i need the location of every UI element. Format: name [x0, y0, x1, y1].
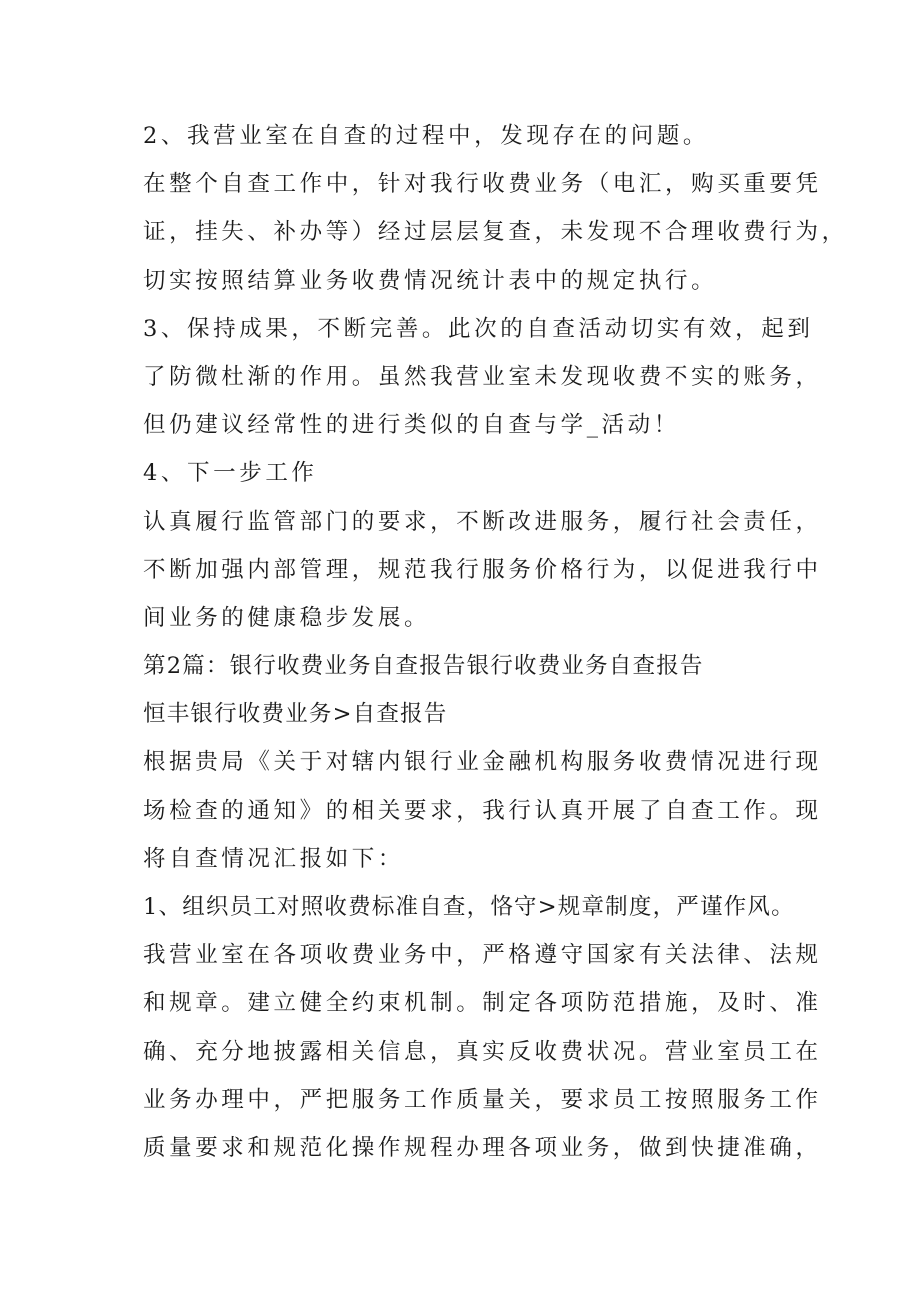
text-line: 认真履行监管部门的要求，不断改进服务，履行社会责任， — [143, 508, 822, 535]
text-line: 业务办理中，严把服务工作质量关，要求员工按照服务工作 — [143, 1086, 822, 1113]
text-line: 和规章。建立健全约束机制。制定各项防范措施，及时、准 — [143, 990, 822, 1017]
document-body — [143, 112, 848, 1172]
text-line: 间业务的健康稳步发展。 — [143, 604, 431, 631]
text-line: 切实按照结算业务收费情况统计表中的规定执行。 — [143, 267, 718, 294]
text-line: 证，挂失、补办等）经过层层复查，未发现不合理收费行为， — [143, 219, 848, 246]
article-subtitle: 恒丰银行收费业务>自查报告 — [143, 701, 448, 728]
text-line: 但仍建议经常性的进行类似的自查与学_活动！ — [143, 412, 680, 439]
text-line: 确、充分地披露相关信息，真实反收费状况。营业室员工在 — [143, 1038, 822, 1065]
text-line: 了防微杜渐的作用。虽然我营业室未发现收费不实的账务， — [143, 363, 822, 390]
section-heading: 4、下一步工作 — [143, 460, 318, 487]
text-line: 场检查的通知》的相关要求，我行认真开展了自查工作。现 — [143, 797, 822, 824]
text-line: 2、我营业室在自查的过程中，发现存在的问题。 — [143, 123, 710, 149]
article-title: 第2篇：银行收费业务自查报告银行收费业务自查报告 — [143, 653, 704, 680]
text-line: 将自查情况汇报如下： — [143, 845, 405, 872]
text-line: 我营业室在各项收费业务中，严格遵守国家有关法律、法规 — [143, 942, 822, 969]
text-line: 1、组织员工对照收费标准自查，恪守>规章制度，严谨作风。 — [143, 894, 795, 920]
text-line: 根据贵局《关于对辖内银行业金融机构服务收费情况进行现 — [143, 749, 822, 776]
text-line: 质量要求和规范化操作规程办理各项业务，做到快捷准确， — [143, 1134, 822, 1161]
text-line: 3、保持成果，不断完善。此次的自查活动切实有效，起到 — [143, 315, 814, 342]
text-line: 在整个自查工作中，针对我行收费业务（电汇，购买重要凭 — [143, 171, 822, 198]
text-line: 不断加强内部管理，规范我行服务价格行为，以促进我行中 — [143, 556, 822, 583]
